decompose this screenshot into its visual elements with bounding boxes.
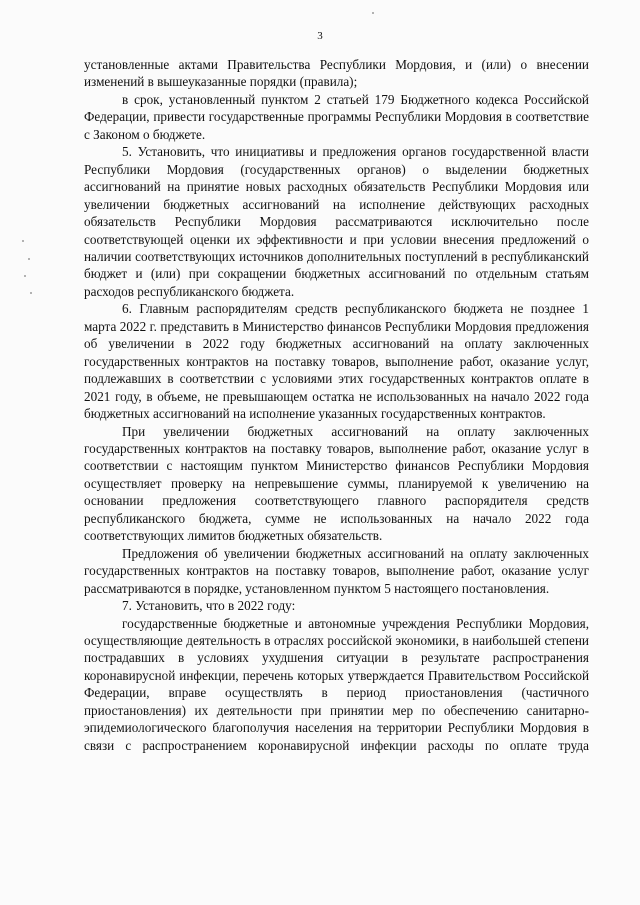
paragraph-item-6-proposals: Предложения об увеличении бюджетных ассигнований на оплату заключенных государственных контрактов на поставку товаров, выполнение работ, оказание услуг рассматриваются в порядке, установленном пунктом 5 настоящего постановления. <box>84 545 589 596</box>
scan-speck <box>30 292 32 294</box>
scan-speck <box>372 12 374 14</box>
paragraph-item-7: 7. Установить, что в 2022 году: <box>122 598 296 614</box>
page-number: 3 <box>317 30 323 42</box>
paragraph-continued: установленные актами Правительства Республики Мордовия, и (или) о внесении изменений в вышеуказанные порядки (правила); <box>84 57 589 90</box>
paragraph-item-6-check: При увеличении бюджетных ассигнований на оплату заключенных государственных контрактов на поставку товаров, выполнение работ, оказание услуг в соответствии с настоящим пунктом Министерство финансов Республики Мордовия осуществляет проверку на непревышение суммы, планируемой к увеличению на основании предложения соответствующего главного распорядителя средств республиканского бюджета, сумме не использованных на начало 2022 года соответствующих лимитов бюджетных обязательств. <box>84 423 589 544</box>
paragraph-programs-deadline: в срок, установленный пунктом 2 статьей 179 Бюджетного кодекса Российской Федерации, привести государственные программы Республики Мордовия в соответствие с Законом о бюджете. <box>84 91 589 142</box>
scan-speck <box>24 275 26 277</box>
paragraph-item-7-institutions: государственные бюджетные и автономные учреждения Республики Мордовия, осуществляющие деятельность в отраслях российской экономики, в наибольшей степени пострадавших в условиях ухудшения ситуации в результате распространения коронавирусной инфекции, перечень которых утверждается Правительством Российской Федерации, вправе осуществлять в период приостановления (частичного приостановления) их деятельности при принятии мер по обеспечению санитарно-эпидемиологического благополучия населения на территории Республики Мордовия в связи с распространением коронавирусной инфекции расходы по оплате труда <box>84 615 589 753</box>
paragraph-item-5: 5. Установить, что инициативы и предложения органов государственной власти Республики Мордовия (государственных органов) о выделении бюджетных ассигнований на принятие новых расходных обязательств Республики Мордовия или увеличении бюджетных ассигнований на исполнение действующих расходных обязательств Республики Мордовия рассматриваются исключительно после соответствующей оценки их эффективности и при условии внесения предложений о наличии соответствующих источников дополнительных поступлений в республиканский бюджет и (или) при сокращении бюджетных ассигнований по отдельным статьям расходов республиканского бюджета. <box>84 144 589 299</box>
scan-speck <box>22 240 24 242</box>
scan-speck <box>28 258 30 260</box>
document-body <box>84 56 589 754</box>
paragraph-item-6: 6. Главным распорядителям средств республиканского бюджета не позднее 1 марта 2022 г. представить в Министерство финансов Республики Мордовия предложения об увеличении в 2022 году бюджетных ассигнований на оплату заключенных государственных контрактов на поставку товаров, выполнение работ, оказание услуг, подлежавших в соответствии с условиями этих государственных контрактов оплате в 2021 году, в объеме, не превышающем остатка не использованных на начало 2022 года бюджетных ассигнований на исполнение указанных государственных контрактов. <box>84 301 589 422</box>
